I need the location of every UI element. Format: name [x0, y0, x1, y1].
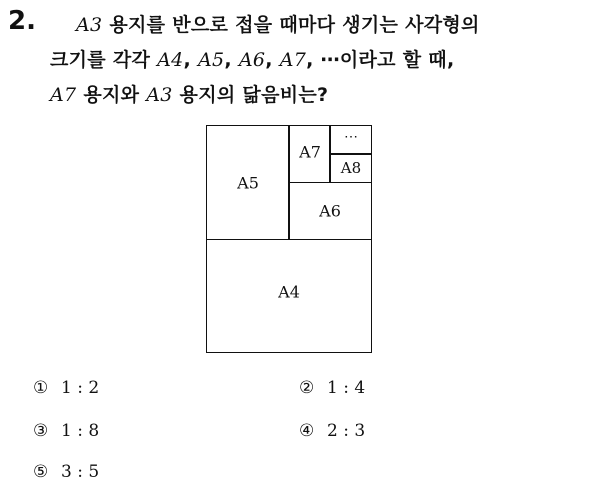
choice-text: 3 : 5	[61, 462, 100, 482]
choice-1[interactable]	[33, 378, 99, 398]
choice-mark: ①	[33, 378, 49, 398]
label-a7: A7	[299, 142, 321, 162]
label-a8: A8	[340, 159, 362, 177]
math-a7: A7	[279, 49, 307, 71]
choice-text: 1 : 2	[61, 378, 100, 398]
label-a5: A5	[237, 173, 259, 193]
text-segment: ,	[265, 49, 280, 71]
choice-text: 1 : 8	[61, 421, 100, 441]
text-segment: 용지와	[76, 84, 147, 106]
math-a7: A7	[50, 84, 77, 106]
choice-2[interactable]	[299, 378, 365, 398]
text-segment: 크기를 각각	[50, 49, 158, 71]
question-number: 2.	[8, 6, 36, 36]
choice-text: 1 : 4	[327, 378, 366, 398]
math-a3: A3	[146, 84, 173, 106]
choice-mark: ②	[299, 378, 315, 398]
text-segment: ,	[183, 49, 198, 71]
choice-mark: ③	[33, 421, 49, 441]
label-ellipsis: ⋯	[344, 129, 358, 145]
choice-4[interactable]	[299, 421, 365, 441]
label-a6: A6	[319, 201, 341, 221]
math-a5: A5	[197, 49, 225, 71]
question-text-line-1	[76, 10, 480, 37]
math-a6: A6	[238, 49, 266, 71]
paper-size-diagram	[206, 125, 372, 353]
question-text-line-3	[50, 80, 328, 107]
choice-mark: ⑤	[33, 462, 49, 482]
choice-text: 2 : 3	[327, 421, 366, 441]
question-text-line-2	[50, 45, 454, 72]
text-segment: ,	[224, 49, 239, 71]
math-a3: A3	[76, 14, 103, 36]
choice-3[interactable]	[33, 421, 99, 441]
label-a4: A4	[278, 282, 300, 302]
text-segment: 용지를 반으로 접을 때마다 생기는 사각형의	[102, 14, 480, 36]
text-segment: 용지의 닮음비는?	[172, 84, 329, 106]
choice-5[interactable]	[33, 462, 99, 482]
text-segment: , ⋯이라고 할 때,	[306, 49, 455, 71]
choice-mark: ④	[299, 421, 315, 441]
math-a4: A4	[157, 49, 184, 71]
